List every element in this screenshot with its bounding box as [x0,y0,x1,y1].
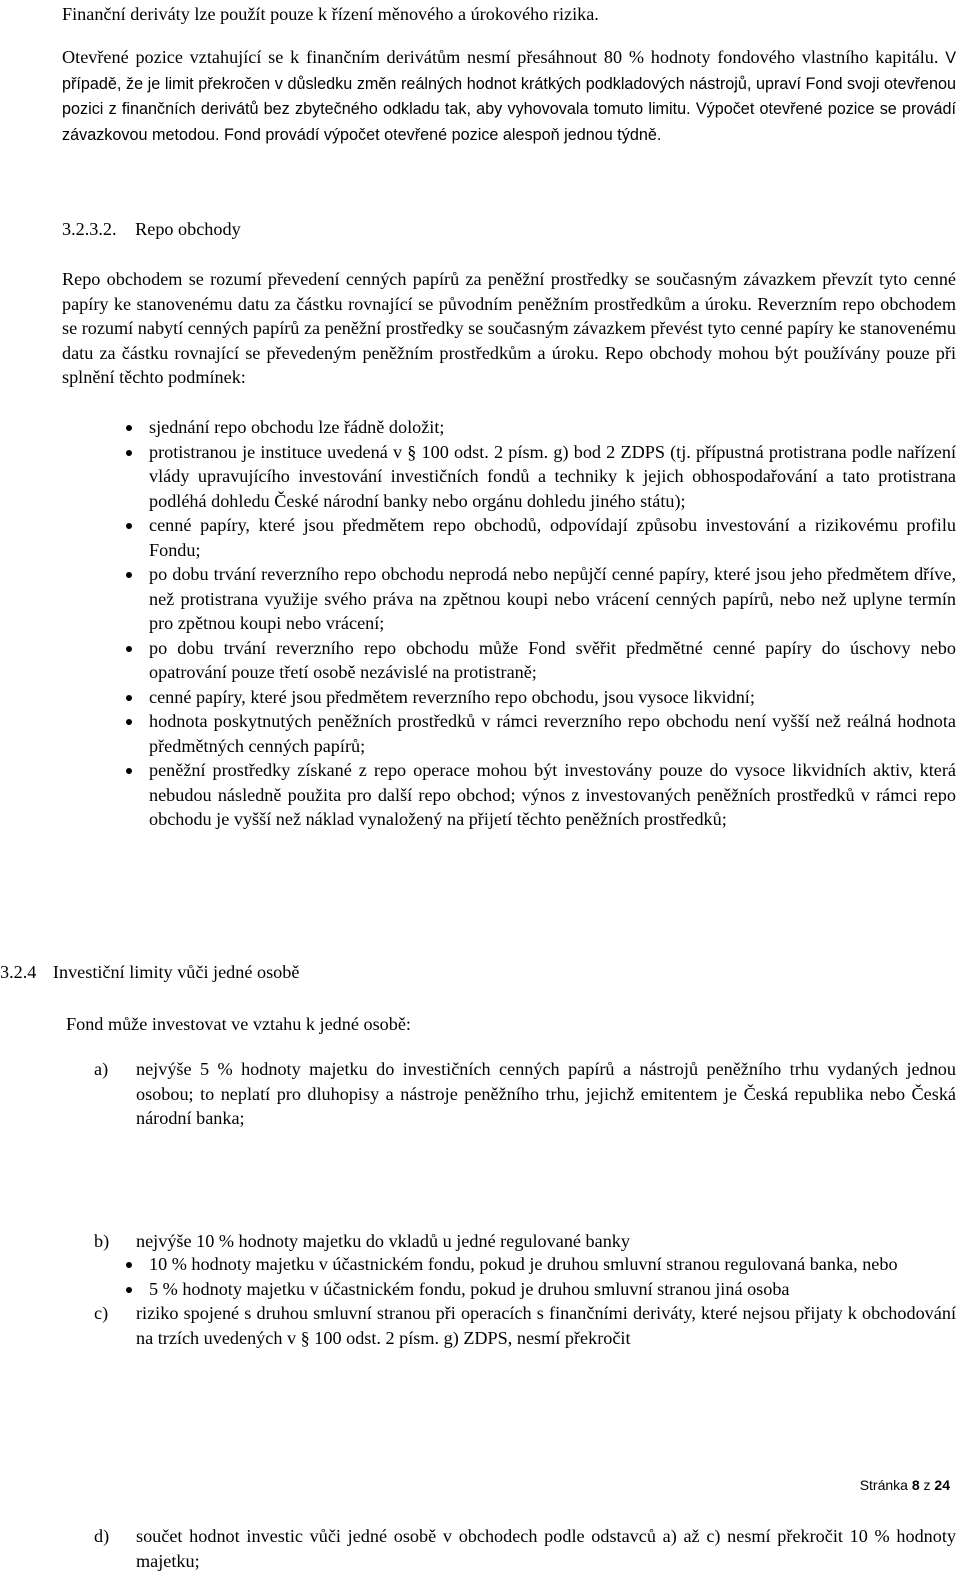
open-positions-limit-text: Otevřené pozice vztahující se k finančním derivátům nesmí přesáhnout 80 % hodnoty fondového vlastního kapitálu. [62,47,939,67]
paragraph-repo-definition: Repo obchodem se rozumí převedení cenných papírů za peněžní prostředky se současným závazkem převzít tyto cenné papíry ke stanovenému datu za částku rovnající se původním peněžním prostředkům a úroku. Reverzním repo obchodem se rozumí nabytí cenných papírů za peněžní prostředky se současným závazkem převést tyto cenné papíry ke stanovenému datu za částku rovnající se převedeným peněžním prostředkům a úroku. Repo obchody mohou být používány pouze při splnění těchto podmínek: [62,269,956,387]
list-item-text: protistranou je instituce uvedená v § 100 odst. 2 písm. g) bod 2 ZDPS (tj. přípustná protistrana podle nařízení vlády upravujícího investování investičních fondů a techniky k jejich obhospodařování a tato protistrana podléhá dohledu České národní banky nebo orgánu dohledu jiného státu); [149,441,956,511]
bullet-icon [126,572,132,578]
section-title: Repo obchody [135,219,241,239]
limit-item-c [94,1301,956,1350]
list-item-text: peněžní prostředky získané z repo operace mohou být investovány pouze do vysoce likvidních aktiv, která nebudou následně použita pro další repo obchod; výnos z investovaných peněžních prostředků v rámci repo obchodu je vyšší než náklad vynaložený na přijetí těchto peněžních prostředků; [149,760,956,829]
bullet-icon [126,695,132,701]
item-label: b) [94,1230,110,1251]
page-footer [860,1477,950,1493]
item-text: riziko spojené s druhou smluvní stranou při operacích s finančními deriváty, které nejsou přijaty k obchodování na trzích uvedených v § 100 odst. 2 písm. g) ZDPS, nesmí překročit [136,1303,956,1348]
list-item-text: 10 % hodnoty majetku v účastnickém fondu, pokud je druhou smluvní stranou regulovaná banka, nebo [149,1254,898,1274]
paragraph-single-entity-intro: Fond může investovat ve vztahu k jedné osobě: [66,1014,411,1034]
footer-page-total: 24 [934,1477,950,1493]
section-heading-repo [62,217,956,242]
section-heading-single-entity [0,960,956,985]
bullet-icon [126,646,132,652]
list-item [149,1252,956,1277]
item-label: d) [94,1526,110,1546]
list-item-text: hodnota poskytnutých peněžních prostředků v rámci reverzního repo obchodu není vyšší než reálná hodnota předmětných cenných papírů; [149,711,956,756]
list-item [149,636,956,685]
list-item [149,1277,956,1302]
list-item [149,685,956,710]
item-text: nejvýše 10 % hodnoty majetku do vkladů u jedné regulované banky [136,1230,630,1251]
bullet-icon [126,450,132,456]
paragraph-derivatives-usage: Finanční deriváty lze použít pouze k řízení měnového a úrokového rizika. [62,4,599,24]
list-item-text: 5 % hodnoty majetku v účastnickém fondu, pokud je druhou smluvní stranou jiná osoba [149,1278,790,1299]
paragraph-open-positions [62,45,956,147]
footer-page-number: 8 [911,1477,920,1493]
bullet-icon [126,425,132,431]
bullet-icon [126,523,132,529]
item-c-sublist [149,1252,956,1301]
item-label: a) [94,1059,109,1079]
list-item [149,513,956,562]
open-positions-correction-text: V případě, že je limit překročen v důsledku změn reálných hodnot krátkých podkladových nástrojů, upraví Fond svoji otevřenou pozici z finančních derivátů bez zbytečného odkladu tak, aby vyhovovala tomuto limitu. Výpočet otevřené pozice se provádí závazkovou metodou. Fond provádí výpočet otevřené pozice alespoň jednou týdně. [62,49,956,144]
list-item [149,709,956,758]
list-item [149,440,956,514]
list-item [149,758,956,832]
section-number: 3.2.4 [0,962,37,982]
item-text: nejvýše 5 % hodnoty majetku do investičních cenných papírů a nástrojů peněžního trhu vydaných jednou osobou; to neplatí pro dluhopisy a nástroje peněžního trhu, jejichž emitentem je Česká republika nebo Česká národní banka; [136,1059,956,1128]
limit-item-a [94,1057,956,1131]
list-item-text: sjednání repo obchodu lze řádně doložit; [149,417,445,437]
item-text: součet hodnot investic vůči jedné osobě v obchodech podle odstavců a) až c) nesmí překročit 10 % hodnoty majetku; [136,1526,956,1571]
bullet-icon [126,1287,132,1293]
limit-item-d [94,1524,956,1573]
bullet-icon [126,719,132,725]
repo-conditions-list [149,415,956,832]
list-item-text: po dobu trvání reverzního repo obchodu neprodá nebo nepůjčí cenné papíry, které jsou jeho předmětem dříve, než protistrana využije svého práva na zpětnou koupi nebo vrácení cenných papírů, nebo než uplyne termín pro zpětnou koupi nebo vrácení; [149,564,956,633]
item-label: c) [94,1303,109,1323]
list-item-text: cenné papíry, které jsou předmětem reverzního repo obchodu, jsou vysoce likvidní; [149,686,755,707]
list-item [149,415,956,440]
list-item-text: cenné papíry, které jsou předmětem repo obchodů, odpovídají způsobu investování a rizikovému profilu Fondu; [149,515,956,560]
section-number: 3.2.3.2. [62,219,117,239]
limit-item-b [94,1229,956,1254]
section-title: Investiční limity vůči jedné osobě [52,962,300,982]
list-item [149,562,956,636]
footer-of: z [923,1477,931,1493]
bullet-icon [126,1262,132,1268]
list-item-text: po dobu trvání reverzního repo obchodu může Fond svěřit předmětné cenné papíry do úschovy nebo opatrování pouze třetí osobě nezávislé na protistraně; [149,637,956,682]
bullet-icon [126,768,132,774]
footer-prefix: Stránka [859,1477,908,1493]
